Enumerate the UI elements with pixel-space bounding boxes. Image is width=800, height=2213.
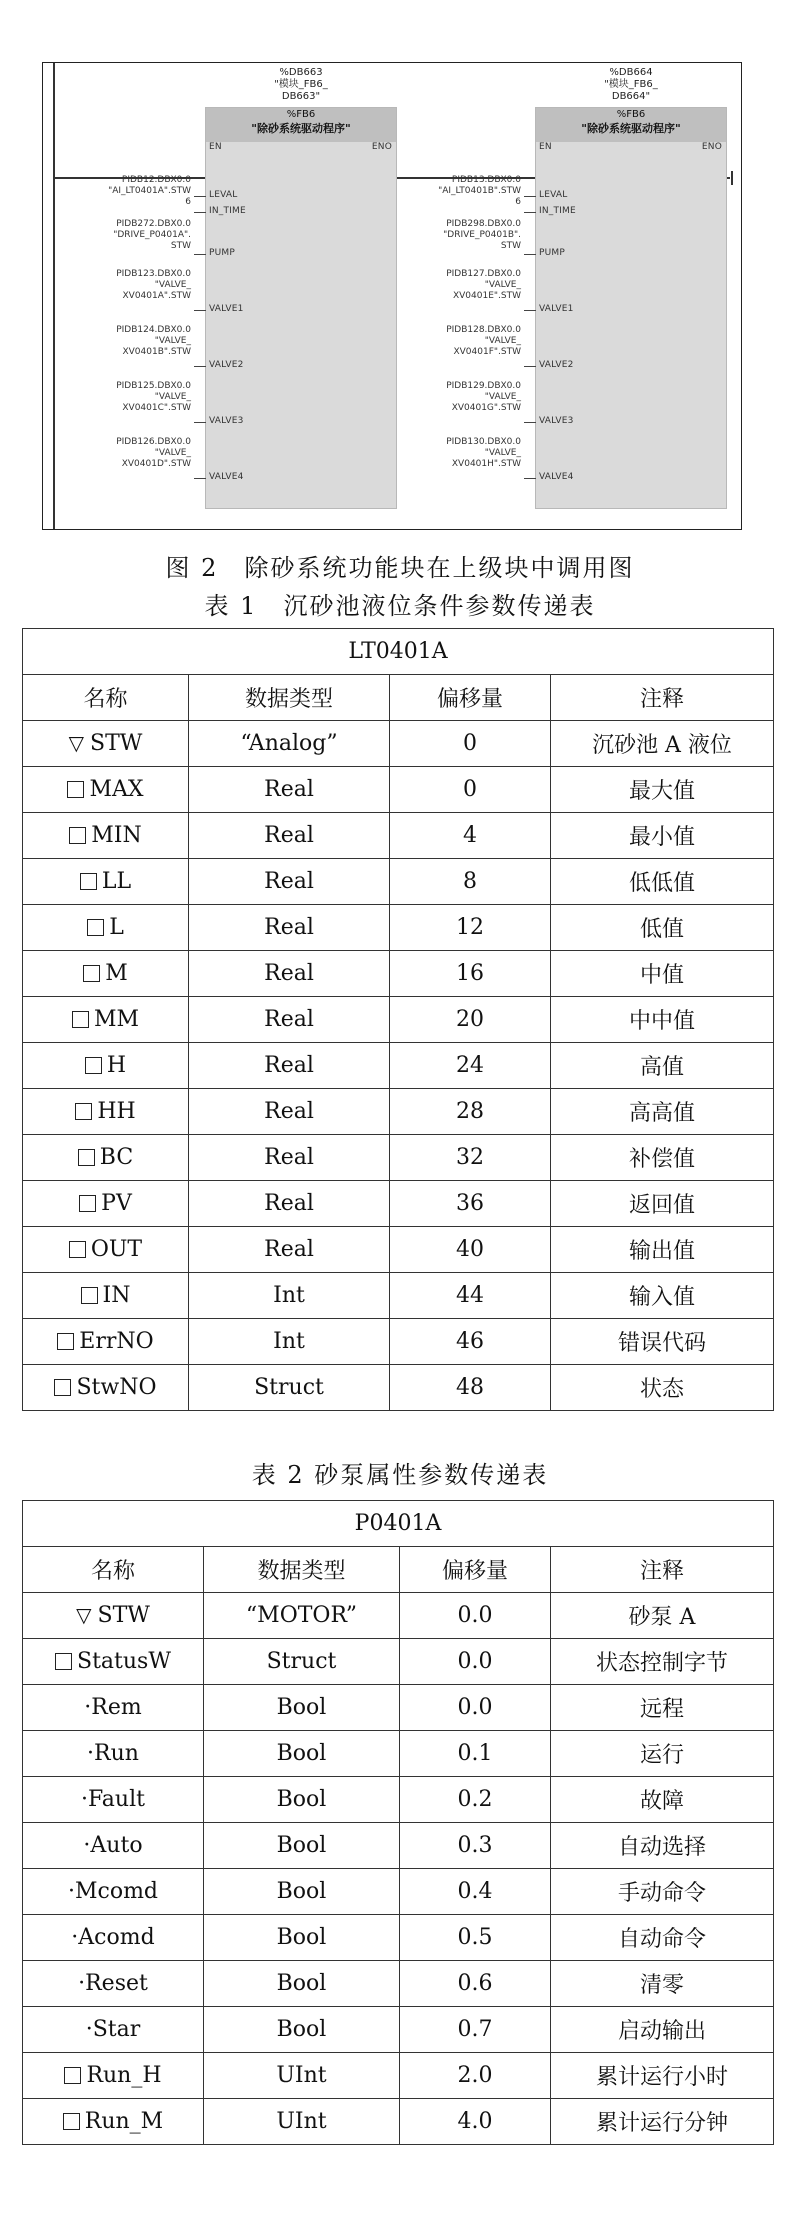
cell-offset: 24 <box>390 1043 551 1089</box>
cell-offset: 0.0 <box>400 1593 551 1639</box>
fb-call-figure <box>42 62 742 530</box>
cell-type: “Analog” <box>189 721 390 767</box>
cell-name <box>23 1731 204 1777</box>
cell-name <box>23 1273 189 1319</box>
cell-note: 状态控制字节 <box>551 1639 774 1685</box>
cell-name <box>23 1915 204 1961</box>
pin-wire <box>524 254 536 255</box>
table-row <box>23 1869 774 1915</box>
cell-offset: 0.4 <box>400 1869 551 1915</box>
actual-parameter[interactable]: PIDB298.DBX0.0 "DRIVE_P0401B". STW <box>443 219 521 251</box>
name-text: MIN <box>91 823 142 848</box>
table2 <box>22 1500 774 2145</box>
name-text: StatusW <box>77 1649 171 1674</box>
cell-type: Real <box>189 1135 390 1181</box>
cell-type: Bool <box>204 1823 400 1869</box>
name-text: ·Auto <box>83 1833 143 1858</box>
cell-type: Real <box>189 905 390 951</box>
cell-note: 高值 <box>551 1043 774 1089</box>
cell-offset: 46 <box>390 1319 551 1365</box>
table-row <box>23 859 774 905</box>
col-header-name: 名称 <box>23 1547 204 1593</box>
table-row <box>23 1135 774 1181</box>
cell-type: Struct <box>204 1639 400 1685</box>
cell-name <box>23 1639 204 1685</box>
function-block-header <box>206 108 396 142</box>
cell-name <box>23 997 189 1043</box>
cell-note: 累计运行小时 <box>551 2053 774 2099</box>
cell-type: UInt <box>204 2053 400 2099</box>
table1-title: LT0401A <box>23 629 774 675</box>
cell-note: 清零 <box>551 1961 774 2007</box>
cell-note: 最大值 <box>551 767 774 813</box>
cell-type: Bool <box>204 1777 400 1823</box>
pin-valve4[interactable]: VALVE4 <box>209 472 244 482</box>
name-text: BC <box>99 1145 134 1170</box>
checkbox-icon <box>80 873 97 890</box>
cell-note: 低低值 <box>551 859 774 905</box>
cell-note: 自动命令 <box>551 1915 774 1961</box>
table1 <box>22 628 774 1411</box>
cell-type: Real <box>189 1089 390 1135</box>
name-text: M <box>105 961 128 986</box>
table-row <box>23 1227 774 1273</box>
cell-name <box>23 1685 204 1731</box>
pin-leval[interactable]: LEVAL <box>209 190 238 200</box>
name-text: STW <box>90 731 143 756</box>
name-text: Run_M <box>84 2109 164 2134</box>
actual-parameter[interactable]: PIDB126.DBX0.0 "VALVE_ XV0401D".STW <box>116 437 191 469</box>
actual-parameter[interactable]: PIDB130.DBX0.0 "VALVE_ XV0401H".STW <box>446 437 521 469</box>
cell-offset: 0.1 <box>400 1731 551 1777</box>
checkbox-icon <box>67 781 84 798</box>
cell-type: Struct <box>189 1365 390 1411</box>
name-text: IN <box>102 1283 131 1308</box>
cell-name <box>23 2053 204 2099</box>
table2-title: P0401A <box>23 1501 774 1547</box>
cell-offset: 0.5 <box>400 1915 551 1961</box>
table-row <box>23 1777 774 1823</box>
cell-name <box>23 1135 189 1181</box>
cell-offset: 48 <box>390 1365 551 1411</box>
cell-name <box>23 1319 189 1365</box>
pin-valve1[interactable]: VALVE1 <box>209 304 244 314</box>
pin-leval[interactable]: LEVAL <box>539 190 568 200</box>
cell-name <box>23 1365 189 1411</box>
pin-valve3[interactable]: VALVE3 <box>209 416 244 426</box>
cell-note: 高高值 <box>551 1089 774 1135</box>
cell-note: 中值 <box>551 951 774 997</box>
actual-parameter[interactable]: PIDB125.DBX0.0 "VALVE_ XV0401C".STW <box>116 381 191 413</box>
pin-wire <box>194 422 206 423</box>
name-text: StwNO <box>76 1375 157 1400</box>
pin-eno[interactable]: ENO <box>371 142 392 152</box>
cell-offset: 0.0 <box>400 1685 551 1731</box>
expand-triangle-icon: ▽ <box>76 1603 92 1627</box>
cell-name <box>23 1089 189 1135</box>
checkbox-icon <box>78 1149 95 1166</box>
checkbox-icon <box>54 1379 71 1396</box>
col-header-type: 数据类型 <box>189 675 390 721</box>
cell-offset: 4 <box>390 813 551 859</box>
cell-offset: 4.0 <box>400 2099 551 2145</box>
cell-note: 启动输出 <box>551 2007 774 2053</box>
pin-wire <box>194 212 206 213</box>
table-row <box>23 1319 774 1365</box>
pin-wire <box>524 366 536 367</box>
cell-type: Real <box>189 859 390 905</box>
col-header-note: 注释 <box>551 1547 774 1593</box>
instance-db-label: %DB663 "模块_FB6_ DB663" <box>274 67 328 102</box>
cell-note: 最小值 <box>551 813 774 859</box>
name-text: MM <box>93 1007 140 1032</box>
cell-note: 低值 <box>551 905 774 951</box>
pin-valve2[interactable]: VALVE2 <box>539 360 574 370</box>
cell-type: Real <box>189 1227 390 1273</box>
cell-name <box>23 1823 204 1869</box>
cell-offset: 0.0 <box>400 1639 551 1685</box>
cell-name <box>23 1043 189 1089</box>
pin-wire <box>524 478 536 479</box>
checkbox-icon <box>85 1057 102 1074</box>
col-header-offset: 偏移量 <box>400 1547 551 1593</box>
cell-offset: 0.2 <box>400 1777 551 1823</box>
actual-parameter[interactable]: PIDB124.DBX0.0 "VALVE_ XV0401B".STW <box>116 325 191 357</box>
pin-pump[interactable]: PUMP <box>539 248 566 258</box>
cell-offset: 0.6 <box>400 1961 551 2007</box>
cell-name <box>23 813 189 859</box>
actual-parameter[interactable]: PIDB123.DBX0.0 "VALVE_ XV0401A".STW <box>116 269 191 301</box>
pin-wire <box>194 196 206 197</box>
cell-offset: 16 <box>390 951 551 997</box>
cell-offset: 0 <box>390 721 551 767</box>
table1-caption: 表 1 沉砂池液位条件参数传递表 <box>204 592 596 620</box>
name-text: STW <box>97 1603 150 1628</box>
actual-parameter[interactable]: PIDB13.DBX0.0 "AI_LT0401B".STW <box>438 175 521 196</box>
pin-valve2[interactable]: VALVE2 <box>209 360 244 370</box>
table2-header-row <box>23 1547 774 1593</box>
table-row <box>23 1181 774 1227</box>
name-text: ·Rem <box>84 1695 142 1720</box>
cell-type: Int <box>189 1319 390 1365</box>
cell-note: 中中值 <box>551 997 774 1043</box>
actual-parameter[interactable]: PIDB129.DBX0.0 "VALVE_ XV0401G".STW <box>446 381 521 413</box>
cell-type: Real <box>189 997 390 1043</box>
cell-note: 错误代码 <box>551 1319 774 1365</box>
actual-parameter[interactable]: PIDB272.DBX0.0 "DRIVE_P0401A". STW <box>113 219 191 251</box>
cell-offset: 8 <box>390 859 551 905</box>
pin-en[interactable]: EN <box>539 142 552 152</box>
cell-type: Bool <box>204 1915 400 1961</box>
checkbox-icon <box>87 919 104 936</box>
actual-parameter[interactable]: PIDB128.DBX0.0 "VALVE_ XV0401F".STW <box>446 325 521 357</box>
cell-note: 累计运行分钟 <box>551 2099 774 2145</box>
function-block[interactable] <box>535 107 727 509</box>
name-text: MAX <box>89 777 144 802</box>
name-text: HH <box>97 1099 136 1124</box>
table-row <box>23 1365 774 1411</box>
table-row <box>23 951 774 997</box>
cell-type: “MOTOR” <box>204 1593 400 1639</box>
cell-offset: 40 <box>390 1227 551 1273</box>
name-text: H <box>106 1053 127 1078</box>
cell-name <box>23 1593 204 1639</box>
network-wire-end <box>731 171 733 185</box>
col-header-note: 注释 <box>551 675 774 721</box>
table-row <box>23 1961 774 2007</box>
name-text: ·Reset <box>78 1971 148 1996</box>
table-row <box>23 905 774 951</box>
pin-valve1[interactable]: VALVE1 <box>539 304 574 314</box>
table-row <box>23 1731 774 1777</box>
cell-name <box>23 1961 204 2007</box>
function-block[interactable] <box>205 107 397 509</box>
cell-type: Bool <box>204 1731 400 1777</box>
table-row <box>23 1915 774 1961</box>
name-text: ·Star <box>85 2017 141 2042</box>
cell-note: 故障 <box>551 1777 774 1823</box>
cell-type: Int <box>189 1273 390 1319</box>
name-text: ·Fault <box>81 1787 145 1812</box>
name-text: ·Run <box>87 1741 139 1766</box>
pin-en[interactable]: EN <box>209 142 222 152</box>
pin-eno[interactable]: ENO <box>701 142 722 152</box>
checkbox-icon <box>75 1103 92 1120</box>
pin-in-time[interactable]: IN_TIME <box>209 206 246 216</box>
fb-type: %FB6 <box>616 109 646 120</box>
table-row <box>23 1273 774 1319</box>
pin-wire <box>524 212 536 213</box>
name-text: ErrNO <box>79 1329 154 1354</box>
cell-type: Bool <box>204 1869 400 1915</box>
pin-wire <box>194 478 206 479</box>
name-text: ·Mcomd <box>67 1879 159 1904</box>
actual-parameter[interactable]: 6 <box>185 197 191 207</box>
actual-parameter[interactable]: PIDB12.DBX0.0 "AI_LT0401A".STW <box>108 175 191 196</box>
cell-name <box>23 1777 204 1823</box>
cell-note: 远程 <box>551 1685 774 1731</box>
cell-name <box>23 951 189 997</box>
cell-offset: 20 <box>390 997 551 1043</box>
cell-type: Bool <box>204 1685 400 1731</box>
name-text: PV <box>101 1191 132 1216</box>
cell-name <box>23 1869 204 1915</box>
actual-parameter[interactable]: PIDB127.DBX0.0 "VALVE_ XV0401E".STW <box>446 269 521 301</box>
cell-offset: 2.0 <box>400 2053 551 2099</box>
cell-offset: 12 <box>390 905 551 951</box>
checkbox-icon <box>63 2113 80 2130</box>
fb-name: "除砂系统驱动程序" <box>251 122 351 135</box>
pin-in-time[interactable]: IN_TIME <box>539 206 576 216</box>
cell-offset: 28 <box>390 1089 551 1135</box>
checkbox-icon <box>83 965 100 982</box>
cell-name <box>23 859 189 905</box>
cell-type: Bool <box>204 1961 400 2007</box>
name-text: ·Acomd <box>71 1925 155 1950</box>
pin-pump[interactable]: PUMP <box>209 248 236 258</box>
cell-note: 状态 <box>551 1365 774 1411</box>
table1-header-row <box>23 675 774 721</box>
checkbox-icon <box>79 1195 96 1212</box>
table-row <box>23 721 774 767</box>
cell-note: 运行 <box>551 1731 774 1777</box>
checkbox-icon <box>57 1333 74 1350</box>
table2-caption: 表 2 砂泵属性参数传递表 <box>251 1461 549 1489</box>
name-text: Run_H <box>86 2063 162 2088</box>
power-rail <box>53 63 55 529</box>
cell-note: 手动命令 <box>551 1869 774 1915</box>
cell-offset: 32 <box>390 1135 551 1181</box>
checkbox-icon <box>81 1287 98 1304</box>
cell-note: 输出值 <box>551 1227 774 1273</box>
checkbox-icon <box>69 827 86 844</box>
pin-wire <box>194 254 206 255</box>
cell-offset: 0.7 <box>400 2007 551 2053</box>
table-row <box>23 1089 774 1135</box>
cell-name <box>23 1227 189 1273</box>
checkbox-icon <box>72 1011 89 1028</box>
instance-db-label: %DB664 "模块_FB6_ DB664" <box>604 67 658 102</box>
cell-note: 砂泵 A <box>551 1593 774 1639</box>
cell-type: Real <box>189 1043 390 1089</box>
cell-name <box>23 1181 189 1227</box>
cell-offset: 0 <box>390 767 551 813</box>
pin-wire <box>524 310 536 311</box>
pin-wire <box>194 310 206 311</box>
table-row <box>23 1043 774 1089</box>
cell-note: 补偿值 <box>551 1135 774 1181</box>
figure-caption: 图 2 除砂系统功能块在上级块中调用图 <box>165 554 635 582</box>
table-row <box>23 1685 774 1731</box>
pin-valve3[interactable]: VALVE3 <box>539 416 574 426</box>
col-header-offset: 偏移量 <box>390 675 551 721</box>
cell-name <box>23 2007 204 2053</box>
pin-wire <box>194 366 206 367</box>
table-row <box>23 767 774 813</box>
col-header-name: 名称 <box>23 675 189 721</box>
pin-valve4[interactable]: VALVE4 <box>539 472 574 482</box>
name-text: LL <box>101 869 132 894</box>
checkbox-icon <box>55 1653 72 1670</box>
fb-name: "除砂系统驱动程序" <box>581 122 681 135</box>
table-row <box>23 1823 774 1869</box>
cell-note: 返回值 <box>551 1181 774 1227</box>
table-row <box>23 813 774 859</box>
cell-type: UInt <box>204 2099 400 2145</box>
cell-type: Real <box>189 951 390 997</box>
cell-note: 输入值 <box>551 1273 774 1319</box>
table-row <box>23 2007 774 2053</box>
name-text: L <box>109 915 124 940</box>
cell-name <box>23 2099 204 2145</box>
cell-offset: 36 <box>390 1181 551 1227</box>
expand-triangle-icon: ▽ <box>68 731 85 755</box>
fb-type: %FB6 <box>286 109 316 120</box>
table-row <box>23 1639 774 1685</box>
col-header-type: 数据类型 <box>204 1547 400 1593</box>
actual-parameter[interactable]: 6 <box>515 197 521 207</box>
cell-offset: 0.3 <box>400 1823 551 1869</box>
table-row <box>23 2099 774 2145</box>
cell-name <box>23 767 189 813</box>
cell-type: Real <box>189 1181 390 1227</box>
pin-wire <box>524 196 536 197</box>
table-row <box>23 997 774 1043</box>
cell-name <box>23 905 189 951</box>
cell-name <box>23 721 189 767</box>
pin-wire <box>524 422 536 423</box>
function-block-header <box>536 108 726 142</box>
cell-note: 自动选择 <box>551 1823 774 1869</box>
checkbox-icon <box>64 2067 81 2084</box>
checkbox-icon <box>69 1241 86 1258</box>
cell-type: Real <box>189 813 390 859</box>
table-row <box>23 1593 774 1639</box>
cell-type: Real <box>189 767 390 813</box>
cell-type: Bool <box>204 2007 400 2053</box>
name-text: OUT <box>90 1237 143 1262</box>
table-row <box>23 2053 774 2099</box>
cell-offset: 44 <box>390 1273 551 1319</box>
cell-note: 沉砂池 A 液位 <box>551 721 774 767</box>
